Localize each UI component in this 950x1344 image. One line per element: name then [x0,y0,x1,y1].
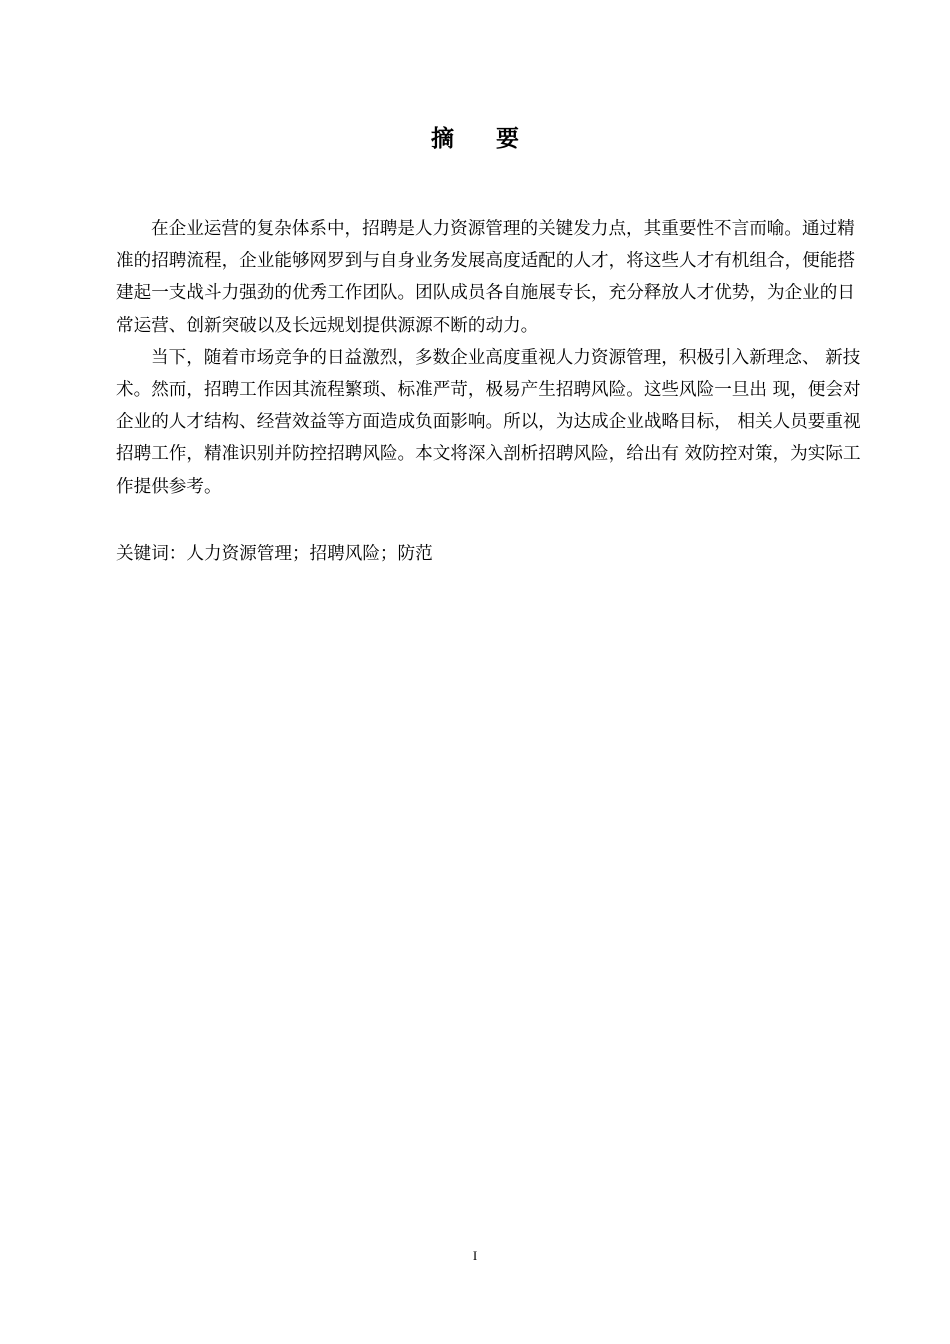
abstract-paragraph-1: 在企业运营的复杂体系中，招聘是人力资源管理的关键发力点，其重要性不言而喻。通过精准的招聘流程，企业能够网罗到与自身业务发展高度适配的人才，将这些人才有机组合，便能搭建起一支战斗力强劲的优秀工作团队。团队成员各自施展专长，充分释放人才优势，为企业的日常运营、创新突破以及长远规划提供源源不断的动力。 [116,219,855,336]
abstract-title: 摘 要 [430,126,536,152]
keywords-label: 关键词： [116,544,187,564]
abstract-body [116,213,866,503]
keywords-line [116,538,866,570]
page-number: I [472,1248,478,1263]
abstract-paragraph-2: 当下，随着市场竞争的日益激烈，多数企业高度重视人力资源管理，积极引入新理念、 新技术。然而，招聘工作因其流程繁琐、标准严苛，极易产生招聘风险。这些风险一旦出 现，便会对企业的人才结构、经营效益等方面造成负面影响。所以，为达成企业战略目标， 相关人员要重视招聘工作，精准识别并防控招聘风险。本文将深入剖析招聘风险，给出有 效防控对策，为实际工作提供参考。 [116,347,861,497]
keywords-value: 人力资源管理；招聘风险；防范 [186,544,433,564]
